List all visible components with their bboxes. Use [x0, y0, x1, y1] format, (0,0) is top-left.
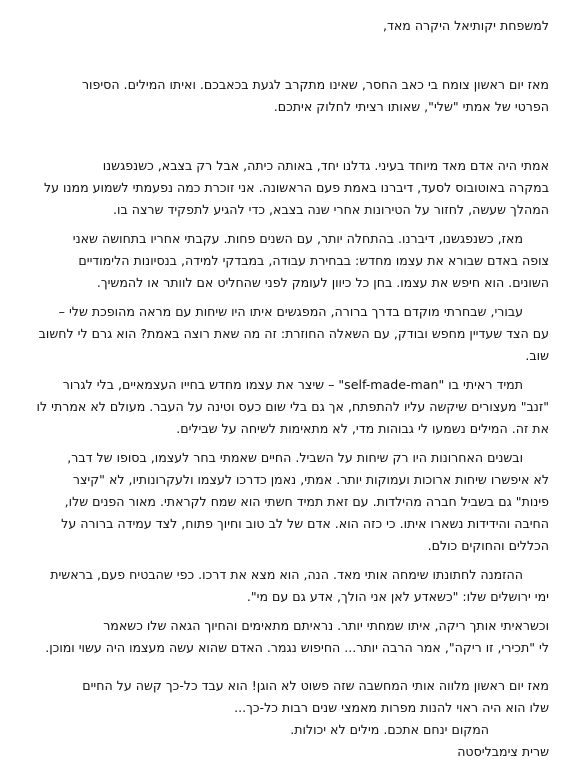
closing-line: המקום ינחם אתכם. מילים לא יכולות. [290, 722, 489, 737]
paragraph-line: המהלך שעשה, לחזור על הטירונות אחרי שנה בצבא, כדי להגיע לתפקיד שרצה בו. [113, 202, 549, 217]
spacer [18, 608, 549, 615]
paragraph-line: אמתי היה אדם מאד מיוחד בעיני. גדלנו יחד, באותה כיתה, אבל רק בצבא, כשנפגשנו [102, 158, 549, 173]
paragraph-1 [18, 74, 549, 118]
paragraph-line: מאז יום ראשון צומח בי כאב החסר, שאינו מתקרב לגעת בכאבכם. ואיתו המילים. הסיפור [81, 77, 549, 92]
paragraph-line: תמיד ראיתי בו "self-made-man" – שיצר את עצמו מחדש בחייו העצמאיים, בלי לגרור [62, 377, 523, 392]
paragraph-line: שלו הוא היה ראוי להנות מפרות מאמצי שנים רבות כל-כך... [234, 700, 549, 715]
paragraph-4 [18, 301, 549, 367]
paragraph-8 [18, 615, 549, 659]
paragraph-line: את זה. המילים נשמעו לי גבוהות מדי, לא מתאימות לשיחה על שבילים. [176, 421, 549, 436]
paragraph-line: שוב. [525, 348, 549, 363]
paragraph-line: מאז יום ראשון מלווה אותי המחשבה שזה פשוט לא הוגן! הוא עבד כל-כך קשה על החיים [82, 678, 549, 693]
paragraph-line: צופה באדם שבורא את עצמו מחדש: בבחירת עבודה, במבדקי למידה, בנסיונות הלימודיים [78, 253, 549, 268]
paragraph-7 [18, 564, 549, 608]
paragraph-line: החיבה והידידות נשארו איתו. כי כזה הוא. אדם של לב טוב וחיוך פתוח, לצד עמידה ברורה על [61, 516, 549, 531]
paragraph-line: פינות" גם בשביל חברה מהילדות. עם זאת תמיד חשתי הוא שמח לקראתי. מאור הפנים שלו, [64, 494, 549, 509]
paragraph-line: ההזמנה לחתונתו שימחה אותי מאד. הנה, הוא מצא את דרכו. כפי שהבטיח פעם, בראשית [50, 567, 523, 582]
paragraph-line: מאז, כשנפגשנו, דיברנו. בהתחלה יותר, עם השנים פחות. עקבתי אחריו בתחושה שאני [72, 231, 523, 246]
paragraph-2 [18, 155, 549, 221]
paragraph-line: לא איפשרו שיחות ארוכות ועמוקות יותר. אמתי, נאמן כדרכו לעצמו ולעקרונותיו, לא "קיצר [72, 472, 549, 487]
spacer [18, 294, 549, 301]
spacer [18, 659, 549, 675]
paragraph-line: עם הצד שעדיין מחפש ובודק, עם השאלה החוזרת: זה מה שאת רוצה באמת? הוא גרם לי לחשוב [38, 326, 549, 341]
salutation: למשפחת יקותיאל היקרה מאד, [382, 18, 549, 33]
paragraph-line: לי "תכירי, זו ריקה", אמר הרבה יותר... החיפוש נגמר. האדם שהוא עשה מעצמו היה עשוי ומוכן. [45, 640, 549, 655]
spacer [18, 221, 549, 228]
paragraph-3 [18, 228, 549, 294]
spacer [18, 557, 549, 564]
paragraph-6 [18, 447, 549, 557]
spacer [18, 440, 549, 447]
paragraph-line: במקרה באוטובוס לסעד, דיברנו באמת פעם הראשונה. אני זוכרת כמה נפעמתי לשמוע ממנו על [44, 180, 549, 195]
paragraph-line: ימי ירושלים שלו: "כשאדע לאן אני הולך, אדע גם עם מי". [246, 589, 549, 604]
paragraph-9 [18, 675, 549, 719]
paragraph-line: וכשראיתי אותך ריקה, איתו שמחתי יותר. נראיתם מתאימים והחיוך הגאה שלו כשאמר [103, 618, 549, 633]
paragraph-line: השונים. הוא חיפש את עצמו. בחן כל כיוון לעומק לפני שהחליט אם לוותר או להמשיך. [96, 275, 549, 290]
paragraph-line: עבורי, שבחרתי מוקדם בדרך ברורה, המפגשים איתו היו שיחות עם מראה מהופכת שלי – [58, 304, 523, 319]
paragraph-5 [18, 374, 549, 440]
paragraph-line: "זנב" מעצורים שיקשה עליו להתפתח, אך גם בלי שום כעס וטינה על העבר. מעולם לא אמרתי לו [36, 399, 549, 414]
spacer [18, 367, 549, 374]
paragraph-line: הפרטי של אמתי "שלי", שאותו רציתי לחלוק איתכם. [273, 99, 549, 114]
spacer [18, 37, 549, 74]
signature: שרית צימבליסטה [457, 744, 549, 759]
paragraph-line: הכללים והחוקים כולם. [427, 538, 549, 553]
paragraph-line: ובשנים האחרונות היו רק שיחות על השביל. החיים שאמתי בחר לעצמו, בסופו של דבר, [67, 450, 523, 465]
spacer [18, 118, 549, 155]
